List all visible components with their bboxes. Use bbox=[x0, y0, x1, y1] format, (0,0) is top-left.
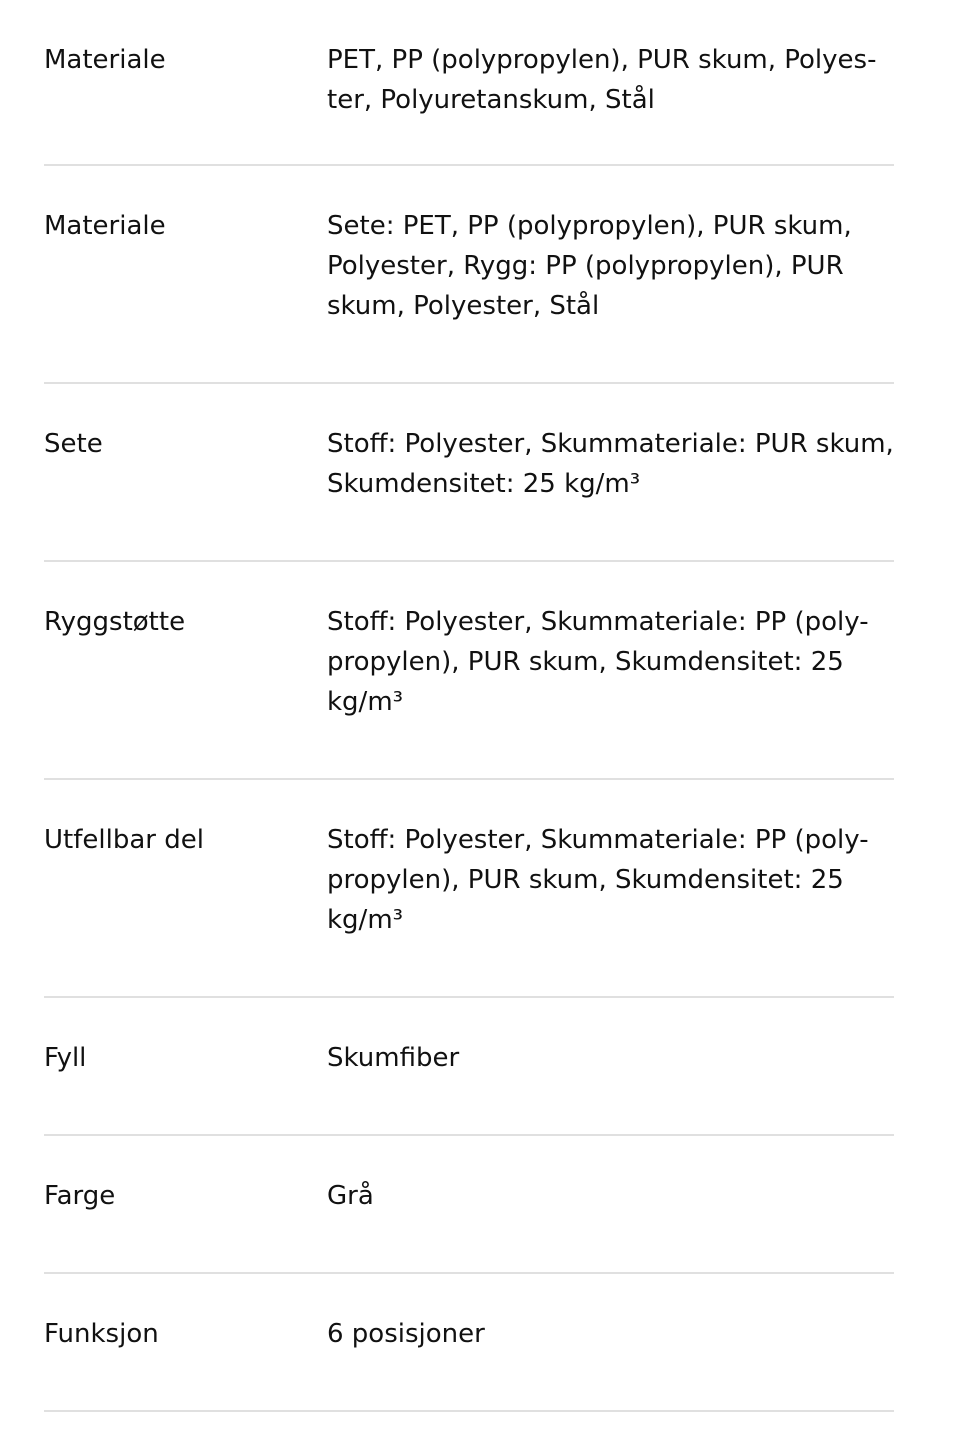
spec-row-fyll bbox=[44, 998, 894, 1136]
spec-row-ryggstotte bbox=[44, 562, 894, 780]
spec-label: Utfellbar del bbox=[44, 825, 204, 855]
spec-label: Materiale bbox=[44, 45, 166, 75]
spec-label: Funksjon bbox=[44, 1319, 159, 1349]
spec-row-materiale-detailed bbox=[44, 166, 894, 384]
spec-value bbox=[327, 1038, 894, 1078]
spec-value-line: Stoff: Polyester, Skummateriale: PP (poly- bbox=[327, 825, 869, 855]
spec-value-line: Stoff: Polyester, Skummateriale: PUR skum, bbox=[327, 429, 894, 459]
spec-row-funksjon bbox=[44, 1274, 894, 1412]
spec-value bbox=[327, 424, 894, 504]
spec-label: Fyll bbox=[44, 1043, 87, 1073]
spec-value-line: Sete: PET, PP (polypropylen), PUR skum, bbox=[327, 211, 852, 241]
spec-value-line: 6 posisjoner bbox=[327, 1319, 485, 1349]
spec-value-line: kg/m³ bbox=[327, 687, 404, 717]
spec-value-line: propylen), PUR skum, Skumdensitet: 25 bbox=[327, 647, 844, 677]
spec-row-utfellbar-del bbox=[44, 780, 894, 998]
spec-value-line: PET, PP (polypropylen), PUR skum, Polyes- bbox=[327, 45, 877, 75]
spec-value-line: skum, Polyester, Stål bbox=[327, 291, 600, 321]
spec-value-line: Skumfiber bbox=[327, 1043, 460, 1073]
spec-value bbox=[327, 1176, 894, 1216]
spec-label: Ryggstøtte bbox=[44, 607, 186, 637]
spec-value bbox=[327, 206, 894, 326]
product-specifications-table bbox=[44, 0, 894, 1412]
spec-row-materiale bbox=[44, 0, 894, 166]
spec-value-line: Stoff: Polyester, Skummateriale: PP (poly- bbox=[327, 607, 869, 637]
spec-value-line: ter, Polyuretanskum, Stål bbox=[327, 85, 655, 115]
spec-value bbox=[327, 1314, 894, 1354]
spec-value bbox=[327, 820, 894, 940]
spec-value bbox=[327, 40, 894, 120]
spec-value-line: propylen), PUR skum, Skumdensitet: 25 bbox=[327, 865, 844, 895]
spec-value-line: Skumdensitet: 25 kg/m³ bbox=[327, 469, 641, 499]
spec-value-line: kg/m³ bbox=[327, 905, 404, 935]
spec-label: Farge bbox=[44, 1181, 116, 1211]
spec-row-farge bbox=[44, 1136, 894, 1274]
spec-label: Materiale bbox=[44, 211, 166, 241]
spec-row-sete bbox=[44, 384, 894, 562]
spec-label: Sete bbox=[44, 429, 103, 459]
spec-value-line: Grå bbox=[327, 1181, 374, 1211]
spec-value-line: Polyester, Rygg: PP (polypropylen), PUR bbox=[327, 251, 844, 281]
spec-value bbox=[327, 602, 894, 722]
